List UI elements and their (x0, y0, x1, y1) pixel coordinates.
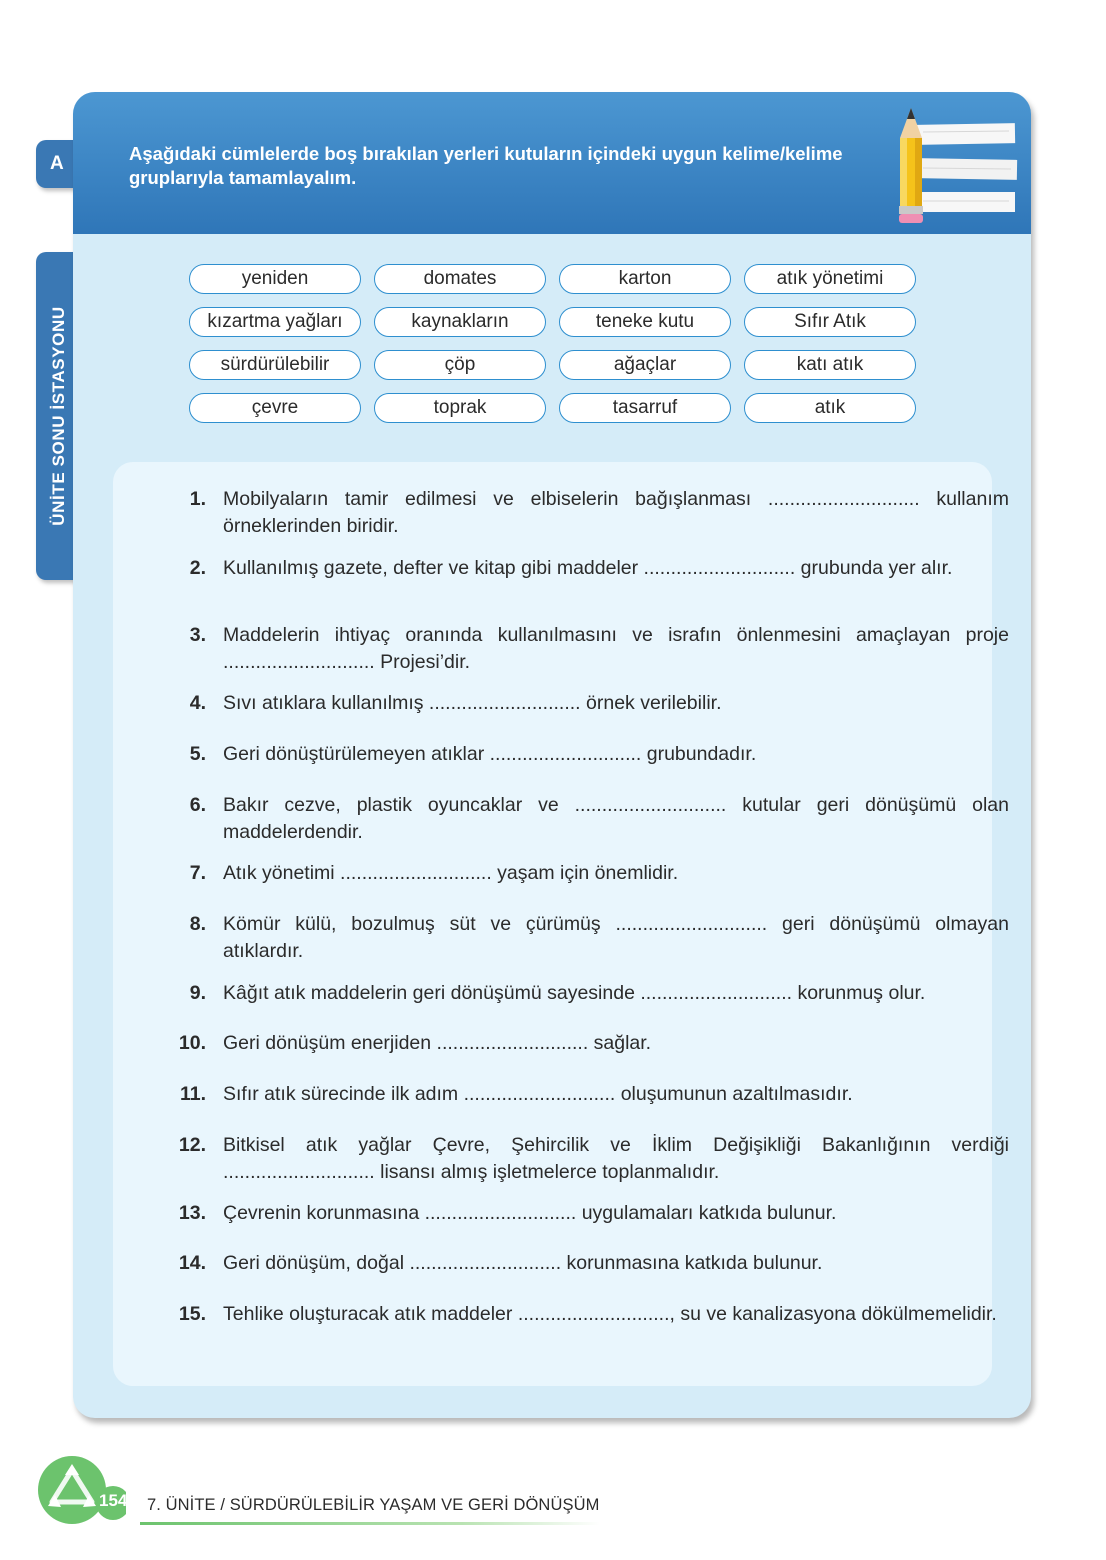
word-pill: Sıfır Atık (744, 307, 916, 337)
question-text: Geri dönüşüm, doğal ............................ korunmasına katkıda bulunur. (223, 1252, 823, 1274)
questions-box (113, 462, 1009, 1386)
word-pill: domates (374, 264, 546, 294)
question-text: Maddelerin ihtiyaç oranında kullanılmasını ve israfın önlenmesini amaçlayan proje ............................ Projesi’dir. (223, 624, 1009, 673)
question-number: 10. (178, 1032, 206, 1054)
word-pill: karton (559, 264, 731, 294)
question-number: 13. (178, 1202, 206, 1224)
word-pill: katı atık (744, 350, 916, 380)
unit-title: 7. ÜNİTE / SÜRDÜRÜLEBİLİR YAŞAM VE GERİ DÖNÜŞÜM (147, 1496, 600, 1514)
word-pill: çevre (189, 393, 361, 423)
word-pill: teneke kutu (559, 307, 731, 337)
word-pill: çöp (374, 350, 546, 380)
question-text: Kömür külü, bozulmuş süt ve çürümüş ............................ geri dönüşümü olmayan atıklardır. (223, 913, 1009, 962)
question-number: 3. (189, 624, 206, 646)
question-text: Mobilyaların tamir edilmesi ve elbiselerin bağışlanması ............................ kullanım örneklerinden biridir. (223, 488, 1009, 537)
question-text: Kâğıt atık maddelerin geri dönüşümü sayesinde ............................ korunmuş olur. (223, 982, 926, 1004)
question-number: 14. (178, 1252, 206, 1274)
question-text: Sıfır atık sürecinde ilk adım ............................ oluşumunun azaltılmasıdır. (223, 1083, 853, 1105)
question-text: Sıvı atıklara kullanılmış ............................ örnek verilebilir. (223, 692, 722, 714)
section-letter: A (50, 153, 64, 174)
question-number: 4. (189, 692, 206, 714)
word-pill: kızartma yağları (189, 307, 361, 337)
question-number: 11. (179, 1083, 206, 1105)
question-text: Geri dönüşüm enerjiden ............................ sağlar. (223, 1032, 652, 1054)
word-pill: atık yönetimi (744, 264, 916, 294)
question-text: Çevrenin korunmasına ............................ uygulamaları katkıda bulunur. (223, 1202, 837, 1224)
word-pill: sürdürülebilir (189, 350, 361, 380)
question-text: Bakır cezve, plastik oyuncaklar ve ............................ kutular geri dönüşümü olan maddelerdendir. (223, 794, 1009, 843)
question-number: 8. (189, 913, 206, 935)
unit-end-label: ÜNİTE SONU İSTASYONU (49, 306, 68, 526)
exercise-panel (73, 92, 1031, 1418)
word-pill: atık (744, 393, 916, 423)
footer-divider (140, 1522, 600, 1525)
word-pill: toprak (374, 393, 546, 423)
word-pill: tasarruf (559, 393, 731, 423)
instruction-text: Aşağıdaki cümlelerde boş bırakılan yerleri kutuların içindeki uygun kelime/kelime gruplarıyla tamamlayalım. (129, 143, 843, 188)
question-number: 9. (189, 982, 206, 1004)
panel-header (73, 92, 1031, 234)
question-number: 7. (189, 862, 206, 884)
question-number: 6. (189, 794, 206, 816)
question-number: 15. (178, 1303, 206, 1325)
question-text: Kullanılmış gazete, defter ve kitap gibi maddeler ............................ grubunda yer alır. (223, 557, 953, 579)
question-number: 12. (178, 1134, 206, 1156)
question-text: Geri dönüştürülemeyen atıklar ............................ grubundadır. (223, 743, 757, 765)
question-text: Tehlike oluşturacak atık maddeler ............................, su ve kanalizasyona dökülmemelidir. (223, 1303, 997, 1325)
word-bank (189, 264, 919, 423)
question-number: 5. (189, 743, 206, 765)
word-pill: ağaçlar (559, 350, 731, 380)
word-pill: kaynakların (374, 307, 546, 337)
word-pill: yeniden (189, 264, 361, 294)
pencil-paper-icon (891, 102, 1021, 227)
question-text: Bitkisel atık yağlar Çevre, Şehircilik ve İklim Değişikliği Bakanlığının verdiği ............................ lisansı almış işletmelerce toplanmalıdır. (223, 1134, 1009, 1183)
question-text: Atık yönetimi ............................ yaşam için önemlidir. (223, 862, 679, 884)
page-number: 154 (99, 1491, 128, 1510)
question-number: 2. (189, 557, 206, 579)
question-number: 1. (189, 488, 206, 510)
